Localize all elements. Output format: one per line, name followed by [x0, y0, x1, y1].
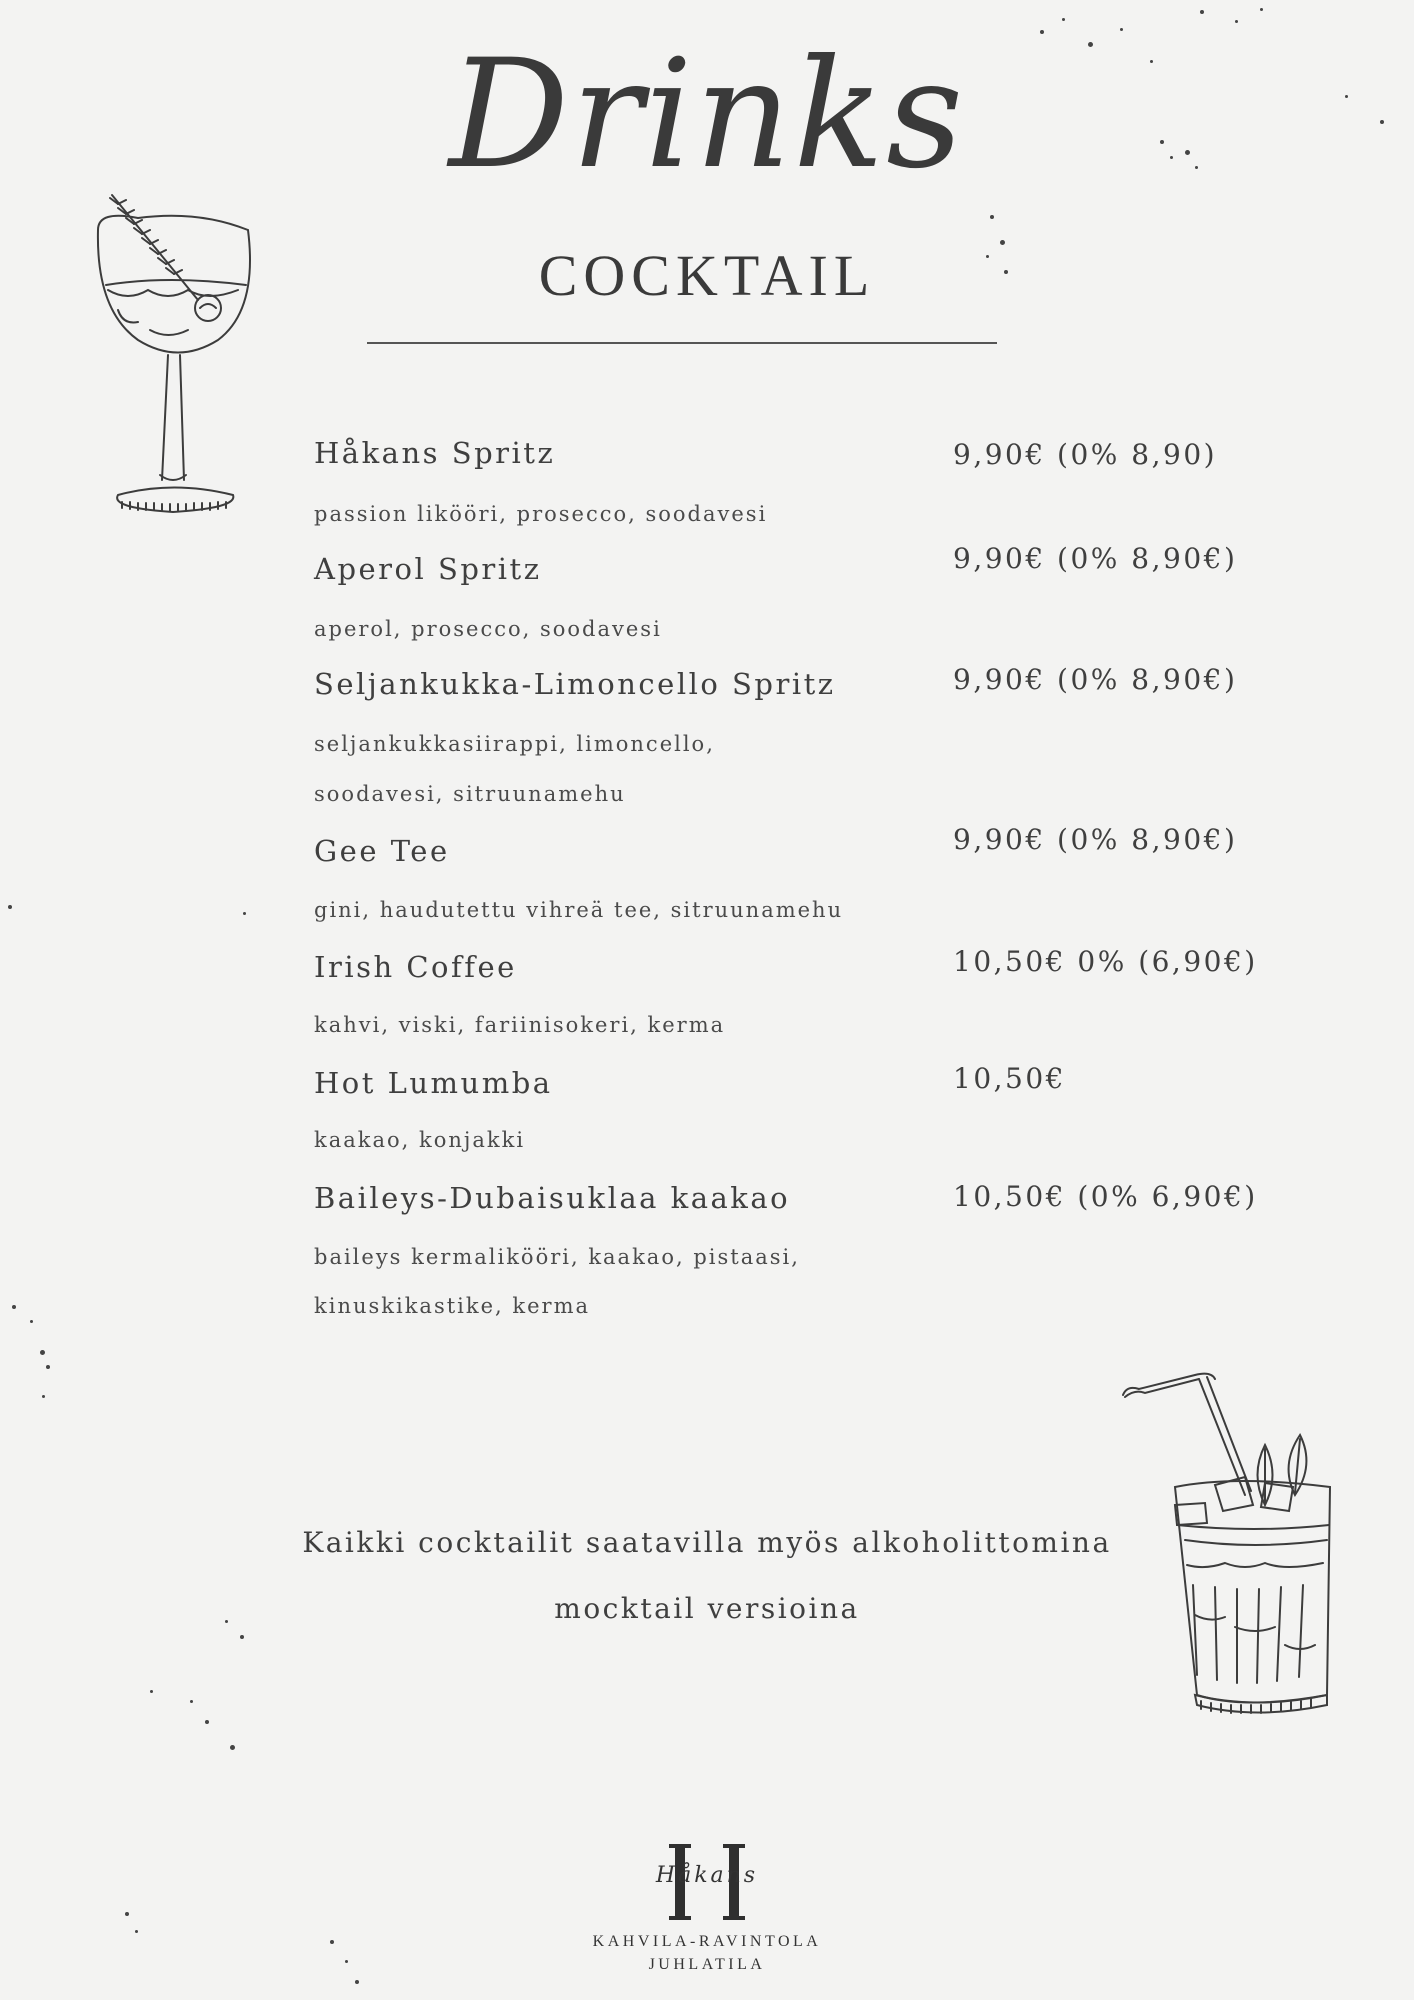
menu-item-price: 9,90€ (0% 8,90€) [953, 663, 1238, 696]
menu-item-name: Håkans Spritz [314, 436, 556, 470]
menu-item-name: Aperol Spritz [314, 552, 542, 586]
mocktail-note-line-2: mocktail versioina [554, 1592, 860, 1625]
menu-item-description: kahvi, viski, fariinisokeri, kerma [314, 1013, 726, 1037]
menu-item-name: Irish Coffee [314, 950, 517, 984]
mocktail-note-line-1: Kaikki cocktailit saatavilla myös alkoholittomina [302, 1526, 1112, 1559]
menu-item-name: Hot Lumumba [314, 1066, 553, 1100]
menu-item-price: 9,90€ (0% 8,90€) [953, 542, 1238, 575]
menu-item-description: soodavesi, sitruunamehu [314, 782, 626, 806]
menu-item-description: seljankukkasiirappi, limoncello, [314, 732, 715, 756]
heading-divider [367, 342, 997, 344]
menu-item-description: kinuskikastike, kerma [314, 1294, 591, 1318]
script-title: Drinks [448, 28, 966, 202]
menu-item-price: 10,50€ [953, 1062, 1066, 1095]
logo-script-name: Håkans [655, 1863, 759, 1888]
menu-item-description: kaakao, konjakki [314, 1128, 526, 1152]
menu-item-description: aperol, prosecco, soodavesi [314, 617, 662, 641]
menu-item-description: baileys kermalikööri, kaakao, pistaasi, [314, 1245, 800, 1269]
menu-item-description: gini, haudutettu vihreä tee, sitruunamehu [314, 898, 844, 922]
menu-item-price: 9,90€ (0% 8,90) [953, 438, 1218, 471]
logo-tagline-2: JUHLATILA [648, 1956, 766, 1973]
menu-item-description: passion likööri, prosecco, soodavesi [314, 502, 768, 526]
logo-tagline-1: KAHVILA-RAVINTOLA [592, 1933, 822, 1950]
menu-item-price: 10,50€ 0% (6,90€) [953, 945, 1258, 978]
cocktail-glass-with-rosemary-icon [88, 190, 268, 530]
menu-item-name: Seljankukka-Limoncello Spritz [314, 667, 836, 701]
menu-item-price: 10,50€ (0% 6,90€) [953, 1180, 1258, 1213]
menu-item-name: Gee Tee [314, 834, 450, 868]
section-heading: COCKTAIL [538, 243, 876, 308]
menu-item-name: Baileys-Dubaisuklaa kaakao [314, 1181, 791, 1215]
menu-item-price: 9,90€ (0% 8,90€) [953, 823, 1238, 856]
